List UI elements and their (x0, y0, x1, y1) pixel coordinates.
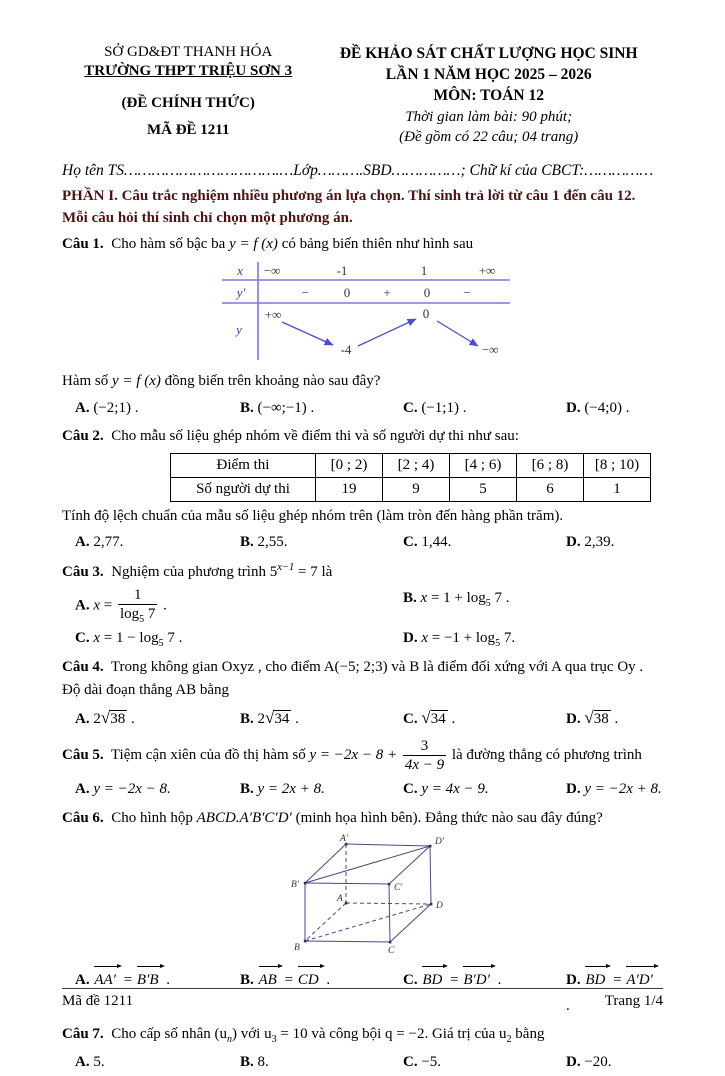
question-7-text-mid1: ) với u (232, 1026, 272, 1043)
answer-var: x (93, 630, 101, 647)
answer-label: B. (240, 711, 254, 728)
question-4-text-body: Trong không gian Oxyz , cho điểm A(−5; 2;3) và B là điểm đối xứng với A qua trục Oy . Độ dài đoạn thẳng AB bằng (62, 659, 644, 698)
answer-period: . (566, 997, 570, 1014)
question-4 (62, 656, 663, 733)
table-count-cell: 1 (584, 477, 651, 501)
question-5-math: y = −2x − 8 + (309, 747, 401, 764)
fraction (116, 586, 159, 626)
variation-table-svg (220, 260, 512, 362)
answer-text: = −1 + log (428, 630, 496, 647)
equals-sign: = (123, 972, 133, 989)
bbt-sign-4: − (463, 285, 471, 301)
question-2-answers (62, 530, 663, 556)
part1-heading: PHẦN I. Câu trắc nghiệm nhiều phương án lựa chọn. Thí sinh trả lời từ câu 1 đến câu 12. Mỗi câu hỏi thí sinh chỉ chọn một phương án. (62, 188, 636, 227)
question-1-text-pre: Cho hàm số bậc ba (111, 235, 230, 252)
fraction-denominator (118, 605, 157, 626)
bbt-y-right-bottom: −∞ (481, 342, 499, 358)
subscript-3: 3 (271, 1034, 277, 1046)
answer-label: C. (403, 711, 418, 728)
exam-duration: Thời gian làm bài: 90 phút; (405, 108, 573, 125)
fraction-numerator: 1 (118, 586, 157, 605)
exam-pages-note: (Đề gồm có 22 câu; 04 trang) (399, 129, 579, 146)
answer-post: 7 . (163, 630, 183, 647)
question-3-text (62, 560, 663, 584)
vector-lhs: BD (584, 966, 609, 994)
vector-lhs: AB (258, 966, 281, 994)
sqrt-coefficient: 2 (257, 711, 266, 728)
issuer-block (62, 44, 314, 147)
vertex-label-a: A (337, 894, 343, 905)
answer-label: D. (566, 399, 581, 416)
table-bin-cell: [2 ; 4) (383, 453, 450, 477)
answer-label: B. (240, 399, 254, 416)
answer-label: C. (403, 534, 418, 551)
answer-option (566, 777, 663, 803)
question-3-text-post: = 7 là (294, 563, 333, 580)
answer-text: 2,55. (257, 534, 288, 551)
vector-lhs: BD (421, 966, 446, 994)
bbt-y-min: -4 (340, 342, 352, 358)
question-3-exponent: x−1 (277, 561, 295, 573)
question-7-text-pre: Cho cấp số nhân (u (111, 1026, 227, 1043)
answer-option (75, 530, 240, 556)
vector-rhs: CD (297, 966, 323, 994)
answer-text: y = −2x + 8. (584, 781, 662, 798)
answer-option (75, 586, 403, 626)
question-1-answers (62, 396, 663, 422)
answer-label: A. (75, 399, 90, 416)
exam-subject: MÔN: TOÁN 12 (433, 86, 544, 104)
answer-label: D. (566, 534, 581, 551)
answer-label: B. (403, 590, 417, 607)
answer-label: A. (75, 597, 90, 614)
answer-text: (−∞;−1) . (257, 399, 315, 416)
exam-code: MÃ ĐỀ 1211 (146, 122, 230, 138)
answer-text: = (100, 597, 116, 614)
answer-option (240, 396, 403, 422)
question-3-text-pre: Nghiệm của phương trình 5 (111, 563, 278, 580)
bbt-yprime-label: y′ (236, 285, 246, 301)
question-2 (62, 425, 663, 556)
question-5-text-post: là đường thẳng có phương trình (448, 747, 642, 764)
sqrt-icon: √ (265, 708, 275, 728)
answer-period: . (322, 972, 331, 989)
official-exam-label: (ĐỀ CHÍNH THỨC) (121, 95, 255, 111)
answer-text: = 1 + log (427, 590, 486, 607)
answer-option (240, 777, 403, 803)
bbt-x-val-2: 1 (420, 263, 428, 279)
fraction-numerator: 3 (403, 737, 446, 756)
sqrt-icon: √ (100, 708, 111, 728)
answer-label: A. (75, 972, 90, 989)
table-count-cell: 9 (383, 477, 450, 501)
answer-option (403, 530, 566, 556)
question-4-label: Câu 4. (62, 659, 104, 676)
answer-text: (−4;0) . (584, 399, 630, 416)
sqrt-expression (93, 708, 127, 728)
answer-text: 8. (257, 1054, 269, 1071)
answer-text: y = 2x + 8. (257, 781, 325, 798)
answer-text: 1,44. (421, 534, 452, 551)
table-header-cell: Điểm thi (171, 453, 316, 477)
question-6-math: ABCD.A′B′C′D′ (196, 809, 292, 826)
question-5-text-pre: Tiệm cận xiên của đồ thị hàm số (110, 747, 310, 764)
table-header-cell: Số người dự thi (171, 477, 316, 501)
page-footer (62, 988, 663, 1010)
question-2-text-body: Cho mẫu số liệu ghép nhóm về điểm thi và số người dự thi như sau: (111, 428, 519, 445)
table-count-cell: 6 (517, 477, 584, 501)
bbt-yp-x-val-3: +∞ (478, 263, 496, 279)
answer-label: D. (566, 1054, 581, 1071)
log-base: 5 (485, 598, 491, 610)
table-count-cell: 5 (450, 477, 517, 501)
log-base: 5 (495, 638, 501, 650)
answer-label: B. (240, 781, 254, 798)
answer-text: −5. (421, 1054, 442, 1071)
department-name: SỞ GD&ĐT THANH HÓA (104, 44, 273, 60)
question-7-text-mid2: = 10 và công bội q = −2. Giá trị của u (276, 1026, 507, 1043)
question-1 (62, 233, 663, 422)
school-name: TRƯỜNG THPT TRIỆU SƠN 3 (84, 63, 293, 79)
vertex-label-a-prime: A′ (340, 834, 348, 845)
answer-label: D. (566, 711, 581, 728)
question-7-text-post: bằng (511, 1026, 545, 1043)
question-5-label: Câu 5. (62, 747, 104, 764)
table-bin-cell: [4 ; 6) (450, 453, 517, 477)
question-1-prompt-math: y = f (x) (112, 373, 161, 390)
parallelepiped-figure (280, 832, 663, 965)
sqrt-radicand: 34 (274, 711, 290, 728)
answer-option (240, 530, 403, 556)
question-2-prompt: Tính độ lệch chuẩn của mẫu số liệu ghép nhóm trên (làm tròn đến hàng phần trăm). (62, 507, 564, 524)
fraction (401, 737, 448, 774)
log-base: 5 (139, 614, 145, 626)
answer-label: C. (403, 781, 418, 798)
answer-label: A. (75, 534, 90, 551)
answer-option (240, 1050, 403, 1076)
answer-option (403, 586, 663, 626)
vertex-label-d-prime: D′ (435, 837, 444, 848)
vertex-label-b: B (294, 943, 300, 954)
vector-rhs: B′D′ (462, 966, 494, 994)
answer-option (75, 777, 240, 803)
fraction-denominator: 4x − 9 (404, 757, 445, 774)
answer-option (75, 626, 403, 652)
log-arg: 7 (144, 606, 156, 623)
equals-sign: = (613, 972, 622, 989)
question-2-label: Câu 2. (62, 428, 104, 445)
vector-lhs: AA′ (93, 966, 120, 994)
question-1-prompt-pre: Hàm số (62, 373, 112, 390)
vector-rhs: A′D′ (625, 966, 657, 994)
equals-sign: = (284, 972, 294, 989)
answer-option (403, 626, 663, 652)
answer-label: D. (566, 781, 581, 798)
question-6-text-post: (minh họa hình bên). Đẳng thức nào sau đây đúng? (291, 809, 603, 826)
table-count-cell: 19 (316, 477, 383, 501)
answer-var: x (420, 590, 428, 607)
answer-period: . (493, 972, 502, 989)
question-5 (62, 737, 663, 803)
question-6-text (62, 807, 663, 830)
table-row (171, 477, 651, 501)
vertex-label-c-prime: C′ (394, 883, 403, 894)
table-row (171, 453, 651, 477)
answer-label: B. (240, 534, 254, 551)
equals-sign: = (450, 972, 459, 989)
answer-option (75, 1050, 240, 1076)
frequency-table (170, 453, 651, 502)
question-1-text (62, 233, 663, 256)
bbt-y-label: y (236, 322, 242, 338)
vertex-label-c: C (388, 946, 395, 957)
answer-option (75, 704, 240, 733)
sqrt-coefficient: 2 (93, 711, 101, 728)
question-3 (62, 560, 663, 653)
question-7-text (62, 1023, 663, 1047)
sqrt-radicand: 38 (593, 711, 609, 728)
question-1-math: y = f (x) (229, 235, 278, 252)
question-6-text-pre: Cho hình hộp (111, 809, 197, 826)
answer-post: 7. (500, 630, 516, 647)
answer-text: y = 4x − 9. (421, 781, 489, 798)
bbt-x-val-0: −∞ (263, 263, 281, 279)
answer-text: 2,39. (584, 534, 615, 551)
answer-label: C. (403, 399, 418, 416)
answer-var: x (421, 630, 429, 647)
exam-header (62, 44, 663, 147)
exam-title: ĐỀ KHẢO SÁT CHẤT LƯỢNG HỌC SINH (339, 45, 638, 62)
exam-round: LẦN 1 NĂM HỌC 2025 – 2026 (385, 65, 592, 83)
answer-var: x (93, 597, 101, 614)
exam-title-block (314, 44, 663, 147)
bbt-x-val-1: -1 (336, 263, 348, 279)
answer-period: . (291, 711, 299, 728)
answer-option (403, 777, 566, 803)
subscript-2: 2 (506, 1034, 512, 1046)
answer-text: = 1 − log (100, 630, 159, 647)
answer-text: (−2;1) . (93, 399, 139, 416)
bbt-x-label: x (237, 263, 243, 279)
vertex-label-b-prime: B′ (291, 880, 299, 891)
table-bin-cell: [8 ; 10) (584, 453, 651, 477)
answer-label: B. (240, 972, 254, 989)
question-7 (62, 1023, 663, 1076)
answer-option (75, 396, 240, 422)
answer-option (566, 704, 663, 733)
bbt-y-left-top: +∞ (264, 307, 282, 323)
question-1-prompt-post: đồng biến trên khoảng nào sau đây? (160, 373, 381, 390)
answer-label: C. (403, 1054, 418, 1071)
question-5-answers (62, 777, 663, 803)
answer-label: C. (403, 972, 418, 989)
answer-text: 5. (93, 1054, 105, 1071)
table-bin-cell: [6 ; 8) (517, 453, 584, 477)
answer-text: (−1;1) . (421, 399, 467, 416)
answer-option (403, 704, 566, 733)
parallelepiped-svg (280, 832, 472, 960)
answer-label: A. (75, 1054, 90, 1071)
question-7-label: Câu 7. (62, 1026, 104, 1043)
footer-exam-code: Mã đề 1211 (62, 993, 134, 1009)
sqrt-icon: √ (584, 708, 594, 728)
log-text: log (119, 606, 140, 623)
answer-period: . (610, 711, 619, 728)
question-4-text (62, 656, 663, 701)
question-1-label: Câu 1. (62, 235, 104, 252)
bbt-sign-0: − (301, 285, 309, 301)
answer-option (566, 1050, 663, 1076)
answer-option (403, 396, 566, 422)
question-7-answers (62, 1050, 663, 1076)
question-3-answers (62, 586, 663, 652)
answer-text: 2,77. (93, 534, 124, 551)
question-5-text (62, 737, 663, 774)
answer-label: D. (566, 972, 581, 989)
answer-text: y = −2x − 8. (93, 781, 171, 798)
answer-option (403, 1050, 566, 1076)
sqrt-expression (421, 708, 447, 728)
vertex-label-d: D (436, 901, 443, 912)
question-6-label: Câu 6. (62, 809, 104, 826)
answer-label: A. (75, 781, 90, 798)
answer-label: A. (75, 711, 90, 728)
answer-label: B. (240, 1054, 254, 1071)
bbt-sign-3: 0 (423, 285, 431, 301)
question-3-label: Câu 3. (62, 563, 104, 580)
answer-text: −20. (584, 1054, 612, 1071)
variation-table-figure (220, 260, 663, 367)
question-1-prompt (62, 370, 663, 393)
bbt-y-max: 0 (422, 306, 430, 322)
question-2-text (62, 425, 663, 448)
answer-label: C. (75, 630, 90, 647)
answer-post: 7 . (490, 590, 510, 607)
answer-period: . (159, 597, 167, 614)
answer-label: D. (403, 630, 418, 647)
answer-period: . (447, 711, 456, 728)
table-bin-cell: [0 ; 2) (316, 453, 383, 477)
answer-period: . (127, 711, 135, 728)
answer-option (240, 704, 403, 733)
sqrt-expression (584, 708, 610, 728)
subscript-n: n (227, 1034, 232, 1046)
footer-page-number: Trang 1/4 (604, 993, 663, 1009)
sqrt-expression (257, 708, 292, 728)
log-base: 5 (158, 638, 164, 650)
bbt-sign-2: + (383, 285, 391, 301)
vector-rhs: B′B (136, 966, 163, 994)
sqrt-icon: √ (421, 708, 431, 728)
question-1-text-post: có bảng biến thiên như hình sau (277, 235, 474, 252)
answer-option (566, 396, 663, 422)
student-info-line: Họ tên TS…………………………….…Lớp……….SBD……………; Chữ kí của CBCT:…………… (62, 162, 654, 180)
answer-period: . (162, 972, 171, 989)
question-4-answers (62, 704, 663, 733)
answer-option (566, 530, 663, 556)
sqrt-radicand: 34 (430, 711, 446, 728)
bbt-sign-1: 0 (343, 285, 351, 301)
sqrt-radicand: 38 (110, 711, 126, 728)
